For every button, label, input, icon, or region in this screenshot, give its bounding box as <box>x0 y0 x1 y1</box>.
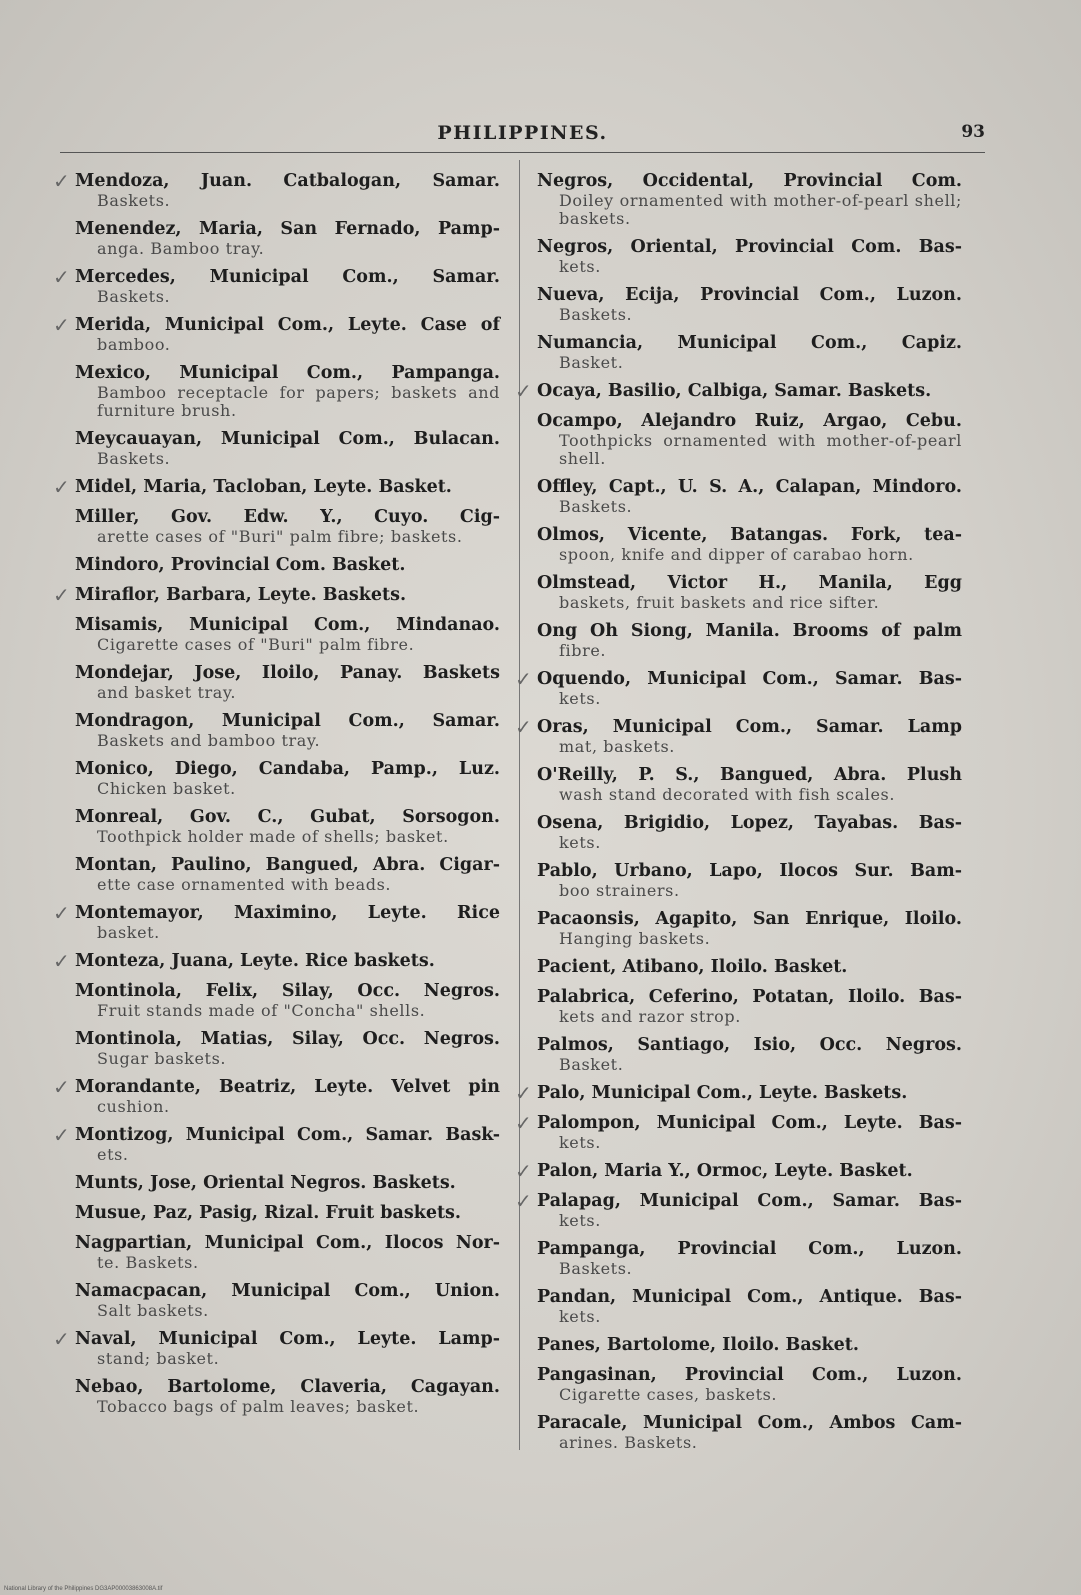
check-mark-icon: ✓ <box>53 169 70 193</box>
entry-heading: Nebao, Bartolome, Claveria, Cagayan. <box>75 1377 500 1397</box>
entry-description: kets. <box>559 689 601 708</box>
entry-heading: Pablo, Urbano, Lapo, Ilocos Sur. Bam- <box>537 861 962 881</box>
entry-heading: Miller, Gov. Edw. Y., Cuyo. Cig- <box>75 507 500 527</box>
entry-heading: Pandan, Municipal Com., Antique. Bas- <box>537 1287 962 1307</box>
column-divider <box>519 160 520 1450</box>
directory-entry <box>75 1232 500 1272</box>
entry-heading: Nagpartian, Municipal Com., Ilocos Nor- <box>75 1233 500 1253</box>
right-column <box>515 170 962 1460</box>
entry-description: Baskets. <box>559 497 633 516</box>
directory-entry <box>75 710 500 750</box>
directory-entry <box>75 554 500 576</box>
directory-entry <box>53 583 500 607</box>
check-mark-icon: ✓ <box>53 1123 70 1147</box>
entry-heading: Mondragon, Municipal Com., Samar. <box>75 711 500 731</box>
entry-description: stand; basket. <box>97 1349 220 1368</box>
entry-description: kets and razor strop. <box>559 1007 741 1026</box>
entry-heading: O'Reilly, P. S., Bangued, Abra. Plush <box>537 765 962 785</box>
directory-entry <box>75 362 500 420</box>
entry-heading: Misamis, Municipal Com., Mindanao. <box>75 615 500 635</box>
directory-entry <box>53 949 500 973</box>
entry-heading: Offley, Capt., U. S. A., Calapan, Mindoro. <box>537 477 962 497</box>
check-mark-icon: ✓ <box>53 265 70 289</box>
entry-description: kets. <box>559 1307 601 1326</box>
entry-description: Bamboo receptacle for papers; baskets and furniture brush. <box>97 383 500 420</box>
entry-description: ette case ornamented with beads. <box>97 875 392 894</box>
entry-heading: Oras, Municipal Com., Samar. Lamp <box>537 717 962 737</box>
entry-heading: Midel, Maria, Tacloban, Leyte. Basket. <box>75 477 452 497</box>
entry-heading: Palapag, Municipal Com., Samar. Bas- <box>537 1191 962 1211</box>
entry-description: arines. Baskets. <box>559 1433 698 1452</box>
entry-heading: Montemayor, Maximino, Leyte. Rice <box>75 903 500 923</box>
entry-description: Fruit stands made of "Concha" shells. <box>97 1001 426 1020</box>
entry-heading: Musue, Paz, Pasig, Rizal. Fruit baskets. <box>75 1203 461 1223</box>
directory-entry <box>537 332 962 372</box>
check-mark-icon: ✓ <box>515 1159 532 1183</box>
entry-description: kets. <box>559 1211 601 1230</box>
directory-entry <box>53 265 500 306</box>
check-mark-icon: ✓ <box>515 667 532 691</box>
entry-heading: Montinola, Matias, Silay, Occ. Negros. <box>75 1029 500 1049</box>
entry-heading: Pangasinan, Provincial Com., Luzon. <box>537 1365 962 1385</box>
entry-heading: Pacaonsis, Agapito, San Enrique, Iloilo. <box>537 909 962 929</box>
directory-entry <box>537 284 962 324</box>
directory-entry <box>53 169 500 210</box>
entry-description: kets. <box>559 1133 601 1152</box>
entry-heading: Naval, Municipal Com., Leyte. Lamp- <box>75 1329 500 1349</box>
entry-heading: Palmos, Santiago, Isio, Occ. Negros. <box>537 1035 962 1055</box>
entry-heading: Ong Oh Siong, Manila. Brooms of palm <box>537 621 962 641</box>
entry-heading: Montizog, Municipal Com., Samar. Bask- <box>75 1125 500 1145</box>
entry-heading: Oquendo, Municipal Com., Samar. Bas- <box>537 669 962 689</box>
directory-entry <box>75 1280 500 1320</box>
entry-description: Basket. <box>559 353 624 372</box>
entry-description: Baskets and bamboo tray. <box>97 731 321 750</box>
directory-entry <box>537 1334 962 1356</box>
entry-heading: Pampanga, Provincial Com., Luzon. <box>537 1239 962 1259</box>
directory-entry <box>537 410 962 468</box>
check-mark-icon: ✓ <box>515 715 532 739</box>
directory-entry <box>537 764 962 804</box>
entry-description: Chicken basket. <box>97 779 236 798</box>
directory-entry <box>515 379 962 403</box>
entry-description: Toothpicks ornamented with mother-of-pearl shell. <box>559 431 962 468</box>
entry-description: cushion. <box>97 1097 170 1116</box>
entry-heading: Numancia, Municipal Com., Capiz. <box>537 333 962 353</box>
directory-entry <box>75 980 500 1020</box>
entry-description: Tobacco bags of palm leaves; basket. <box>97 1397 420 1416</box>
directory-entry <box>53 475 500 499</box>
directory-entry <box>537 1034 962 1074</box>
directory-entry <box>75 1376 500 1416</box>
check-mark-icon: ✓ <box>53 1327 70 1351</box>
directory-entry <box>53 313 500 354</box>
entry-description: Baskets. <box>97 449 171 468</box>
entry-description: anga. Bamboo tray. <box>97 239 265 258</box>
entry-description: bamboo. <box>97 335 171 354</box>
entry-heading: Negros, Oriental, Provincial Com. Bas- <box>537 237 962 257</box>
directory-entry <box>53 1123 500 1164</box>
directory-entry <box>515 1189 962 1230</box>
check-mark-icon: ✓ <box>53 313 70 337</box>
page-number: 93 <box>961 122 985 142</box>
directory-entry <box>53 1327 500 1368</box>
directory-entry <box>537 572 962 612</box>
directory-entry <box>75 614 500 654</box>
entry-heading: Palon, Maria Y., Ormoc, Leyte. Basket. <box>537 1161 913 1181</box>
entry-heading: Palabrica, Ceferino, Potatan, Iloilo. Bas- <box>537 987 962 1007</box>
entry-description: Baskets. <box>559 305 633 324</box>
entry-heading: Mindoro, Provincial Com. Basket. <box>75 555 406 575</box>
entry-description: Cigarette cases, baskets. <box>559 1385 778 1404</box>
check-mark-icon: ✓ <box>515 1111 532 1135</box>
directory-entry <box>53 901 500 942</box>
directory-entry <box>75 506 500 546</box>
directory-entry <box>537 812 962 852</box>
entry-description: Sugar baskets. <box>97 1049 227 1068</box>
entry-heading: Panes, Bartolome, Iloilo. Basket. <box>537 1335 859 1355</box>
scan-footer: National Library of the Philippines DG3AP00003863008A.tif <box>4 1586 163 1592</box>
directory-entry <box>515 1159 962 1183</box>
page-header <box>60 118 985 153</box>
directory-entry <box>75 854 500 894</box>
entry-heading: Negros, Occidental, Provincial Com. <box>537 171 962 191</box>
entry-description: boo strainers. <box>559 881 680 900</box>
entry-description: Cigarette cases of "Buri" palm fibre. <box>97 635 415 654</box>
check-mark-icon: ✓ <box>515 379 532 403</box>
entry-heading: Namacpacan, Municipal Com., Union. <box>75 1281 500 1301</box>
directory-entry <box>537 1238 962 1278</box>
directory-entry <box>537 986 962 1026</box>
entry-description: spoon, knife and dipper of carabao horn. <box>559 545 914 564</box>
directory-entry <box>515 667 962 708</box>
check-mark-icon: ✓ <box>53 901 70 925</box>
entry-heading: Monteza, Juana, Leyte. Rice baskets. <box>75 951 435 971</box>
directory-entry <box>537 170 962 228</box>
directory-entry <box>75 758 500 798</box>
entry-description: kets. <box>559 833 601 852</box>
page-title: PHILIPPINES. <box>437 122 608 144</box>
entry-heading: Merida, Municipal Com., Leyte. Case of <box>75 315 500 335</box>
entry-description: kets. <box>559 257 601 276</box>
entry-heading: Ocampo, Alejandro Ruiz, Argao, Cebu. <box>537 411 962 431</box>
entry-description: Salt baskets. <box>97 1301 209 1320</box>
directory-entry <box>537 236 962 276</box>
entry-description: mat, baskets. <box>559 737 675 756</box>
directory-entry <box>53 1075 500 1116</box>
entry-heading: Montan, Paulino, Bangued, Abra. Cigar- <box>75 855 500 875</box>
entry-description: Baskets. <box>97 287 171 306</box>
entry-heading: Nueva, Ecija, Provincial Com., Luzon. <box>537 285 962 305</box>
entry-description: Baskets. <box>559 1259 633 1278</box>
entry-heading: Mendoza, Juan. Catbalogan, Samar. <box>75 171 500 191</box>
directory-entry <box>515 1111 962 1152</box>
entry-heading: Olmstead, Victor H., Manila, Egg <box>537 573 962 593</box>
directory-entry <box>515 715 962 756</box>
directory-entry <box>537 908 962 948</box>
entry-heading: Osena, Brigidio, Lopez, Tayabas. Bas- <box>537 813 962 833</box>
entry-description: and basket tray. <box>97 683 237 702</box>
entry-heading: Monreal, Gov. C., Gubat, Sorsogon. <box>75 807 500 827</box>
check-mark-icon: ✓ <box>53 949 70 973</box>
check-mark-icon: ✓ <box>53 475 70 499</box>
entry-heading: Meycauayan, Municipal Com., Bulacan. <box>75 429 500 449</box>
entry-heading: Miraflor, Barbara, Leyte. Baskets. <box>75 585 407 605</box>
directory-entry <box>75 428 500 468</box>
entry-description: Doiley ornamented with mother-of-pearl shell; baskets. <box>559 191 962 228</box>
entry-heading: Mexico, Municipal Com., Pampanga. <box>75 363 500 383</box>
directory-entry <box>75 806 500 846</box>
directory-entry <box>537 1364 962 1404</box>
entry-description: Hanging baskets. <box>559 929 711 948</box>
entry-heading: Palompon, Municipal Com., Leyte. Bas- <box>537 1113 962 1133</box>
directory-entry <box>537 476 962 516</box>
directory-entry <box>537 860 962 900</box>
entry-heading: Paracale, Municipal Com., Ambos Cam- <box>537 1413 962 1433</box>
entry-description: Basket. <box>559 1055 624 1074</box>
entry-heading: Mondejar, Jose, Iloilo, Panay. Baskets <box>75 663 500 683</box>
directory-entry <box>537 620 962 660</box>
entry-description: wash stand decorated with fish scales. <box>559 785 896 804</box>
directory-entry <box>75 1202 500 1224</box>
directory-entry <box>515 1081 962 1105</box>
entry-heading: Menendez, Maria, San Fernado, Pamp- <box>75 219 500 239</box>
entry-description: basket. <box>97 923 160 942</box>
entry-heading: Olmos, Vicente, Batangas. Fork, tea- <box>537 525 962 545</box>
entry-heading: Palo, Municipal Com., Leyte. Baskets. <box>537 1083 908 1103</box>
entry-description: baskets, fruit baskets and rice sifter. <box>559 593 880 612</box>
directory-entry <box>537 956 962 978</box>
entry-description: fibre. <box>559 641 607 660</box>
check-mark-icon: ✓ <box>515 1189 532 1213</box>
check-mark-icon: ✓ <box>53 583 70 607</box>
entry-description: Baskets. <box>97 191 171 210</box>
directory-entry <box>537 1286 962 1326</box>
left-column <box>53 169 500 1424</box>
directory-entry <box>75 662 500 702</box>
directory-entry <box>537 1412 962 1452</box>
entry-description: ets. <box>97 1145 129 1164</box>
entry-heading: Montinola, Felix, Silay, Occ. Negros. <box>75 981 500 1001</box>
directory-entry <box>75 218 500 258</box>
entry-heading: Ocaya, Basilio, Calbiga, Samar. Baskets. <box>537 381 932 401</box>
entry-heading: Munts, Jose, Oriental Negros. Baskets. <box>75 1173 456 1193</box>
entry-heading: Mercedes, Municipal Com., Samar. <box>75 267 500 287</box>
entry-description: te. Baskets. <box>97 1253 199 1272</box>
directory-entry <box>75 1172 500 1194</box>
entry-heading: Pacient, Atibano, Iloilo. Basket. <box>537 957 848 977</box>
directory-entry <box>75 1028 500 1068</box>
entry-description: Toothpick holder made of shells; basket. <box>97 827 449 846</box>
check-mark-icon: ✓ <box>53 1075 70 1099</box>
directory-entry <box>537 524 962 564</box>
entry-heading: Monico, Diego, Candaba, Pamp., Luz. <box>75 759 500 779</box>
entry-description: arette cases of "Buri" palm fibre; baskets. <box>97 527 463 546</box>
entry-heading: Morandante, Beatriz, Leyte. Velvet pin <box>75 1077 500 1097</box>
check-mark-icon: ✓ <box>515 1081 532 1105</box>
